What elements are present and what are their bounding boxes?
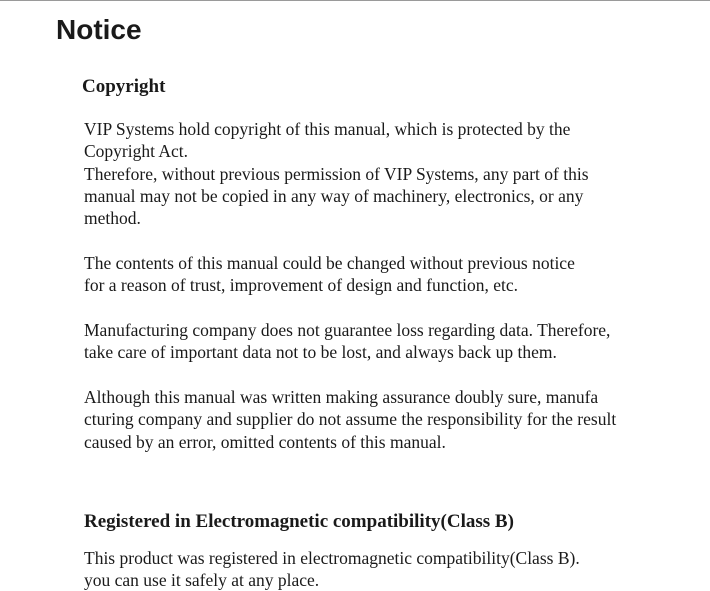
text-line: Therefore, without previous permission of VIP Systems, any part of this <box>84 164 589 184</box>
text-line: Manufacturing company does not guarantee loss regarding data. Therefore, <box>84 320 611 340</box>
text-line: take care of important data not to be lost, and always back up them. <box>84 342 557 362</box>
page-title: Notice <box>56 14 142 45</box>
copyright-heading: Copyright <box>82 76 166 97</box>
text-line: caused by an error, omitted contents of this manual. <box>84 432 446 452</box>
text-line: The contents of this manual could be changed without previous notice <box>84 253 575 273</box>
text-line: manual may not be copied in any way of machinery, electronics, or any <box>84 186 584 206</box>
text-line: Copyright Act. <box>84 141 189 161</box>
top-divider <box>0 0 710 1</box>
text-line: for a reason of trust, improvement of design and function, etc. <box>84 275 518 295</box>
text-line: Although this manual was written making assurance doubly sure, manufa <box>84 387 599 407</box>
text-line: method. <box>84 208 141 228</box>
text-line: VIP Systems hold copyright of this manual, which is protected by the <box>84 119 571 139</box>
text-line: cturing company and supplier do not assume the responsibility for the result <box>84 409 617 429</box>
emc-heading: Registered in Electromagnetic compatibility(Class B) <box>84 511 514 532</box>
text-line: This product was registered in electromagnetic compatibility(Class B). <box>84 548 580 568</box>
text-line: you can use it safely at any place. <box>84 570 320 590</box>
